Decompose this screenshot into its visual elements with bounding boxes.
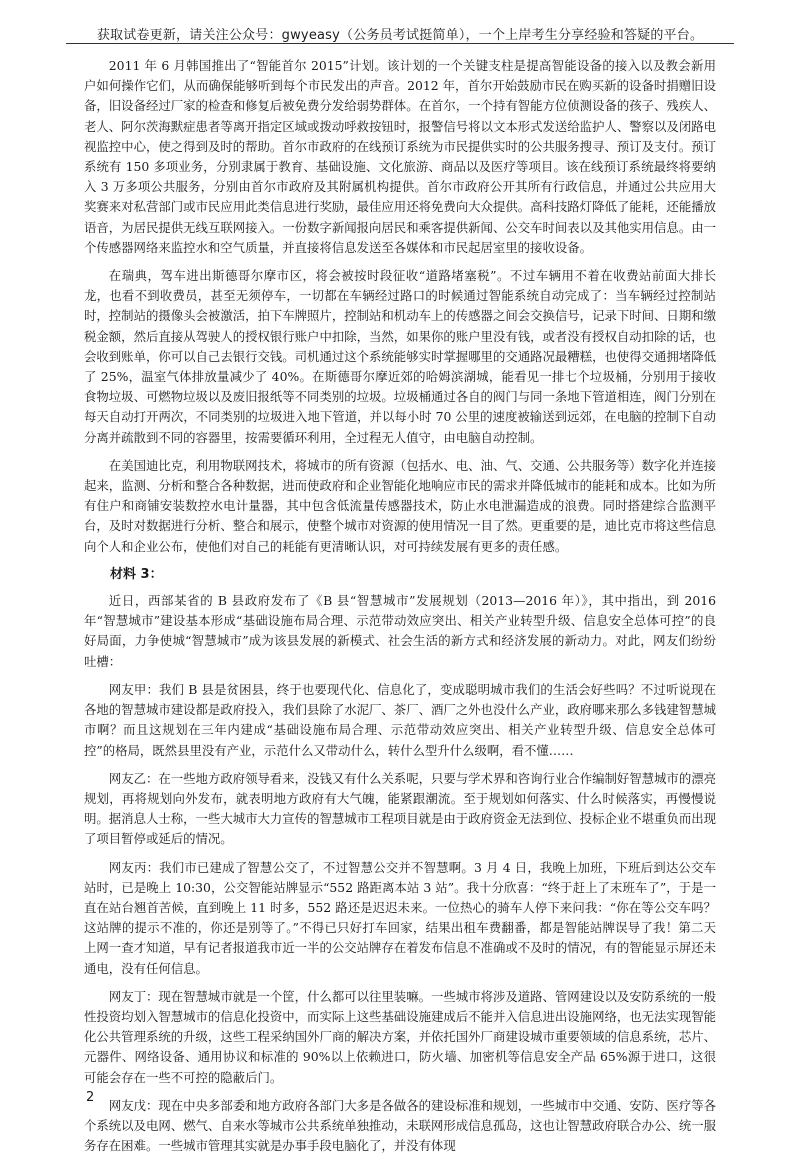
paragraph-netizen-a: 网友甲：我们 B 县是贫困县，终于也要现代化、信息化了，变成聪明城市我们的生活会好些吗？不过听说现在各地的智慧城市建设都是政府投入，我们县除了水泥厂、茶厂、酒厂之外也没什么产业，政府哪来那么多钱建智慧城市啊？而且这规划在三年内建成“基础设施布局合理、示范带动效应突出、相关产业转型升级、信息安全总体可控”的格局，既然县里没有产业，示范什么又带动什么，转什么型升什么级啊，看不懂…… [84, 681, 716, 758]
header-divider [66, 43, 734, 44]
paragraph-netizen-b: 网友乙：在一些地方政府领导看来，没钱又有什么关系呢，只要与学术界和咨询行业合作编制好智慧城市的漂亮规划，再将规划向外发布，就表明地方政府有大气魄，能紧跟潮流。至于规划如何落实、什么时候落实，再慢慢说明。据消息人士称，一些大城市大力宣传的智慧城市工程项目就是由于政府资金无法到位、投标企业不堪重负而出现了项目暂停或延后的情况。 [84, 770, 716, 847]
paragraph-seoul: 2011 年 6 月韩国推出了“智能首尔 2015”计划。该计划的一个关键支柱是提高智能设备的接入以及教会新用户如何操作它们，从而确保能够听到每个市民发出的声音。2012 年，首尔开始鼓励市民在购买新的设备时捐赠旧设备，旧设备经过厂家的检查和修复后被免费分发给弱势群体。在首尔，一个持有智能方位侦测设备的孩子、残疾人、老人、阿尔茨海默症患者等离开指定区域或拨动呼救按钮时，报警信号将以文本形式发送给监护人、警察以及闭路电视监控中心，使之得到及时的帮助。首尔市政府的在线预订系统为市民提供实时的公共服务搜寻、预订及支付。预订系统有 150 多项业务，分别隶属于教育、基础设施、文化旅游、商品以及医疗等项目。该在线预订系统最终将要纳入 3 万多项公共服务，分别由首尔市政府及其附属机构提供。首尔市政府公开其所有行政信息，并通过公共应用大奖赛来对私营部门或市民应用此类信息进行奖励，最佳应用还将免费向大众提供。高科技路灯降低了能耗，还能播放语音，为居民提供无线互联网接入。一份数字新闻报向居民和乘客提供新闻、公交车时间表以及其他实用信息。由一个传感器网络来监控水和空气质量，并直接将信息发送至各媒体和市民起居室里的接收设备。 [84, 58, 716, 255]
paragraph-netizen-c: 网友丙：我们市已建成了智慧公交了，不过智慧公交并不智慧啊。3 月 4 日，我晚上加班，下班后到达公交车站时，已是晚上 10:30，公交智能站牌显示“552 路距离本站 3 站”。我十分欣喜：“终于赶上了末班车了”，于是一直在站台翘首苦候，直到晚上 11 时多，552 路还是迟迟未来。一位热心的骑车人停下来问我：“你在等公交车吗？这站牌的提示不准的，你还是别等了。”不得已只好打车回家，结果出租车费翻番，都是智能站牌误导了我！第二天上网一查才知道，早有记者报道我市近一半的公交站牌存在着发布信息不准确或不及时的情况，有的智能显示屏还未通电，没有任何信息。 [84, 859, 716, 976]
paragraph-stockholm: 在瑞典，驾车进出斯德哥尔摩市区，将会被按时段征收“道路堵塞税”。不过车辆用不着在收费站前面大排长龙，也看不到收费员，甚至无须停车，一切都在车辆经过路口的时候通过智能系统自动完成了：当车辆经过控制站时，控制站的摄像头会被激活，拍下车牌照片，控制站和机动车上的传感器之间会交换信号，记录下时间、日期和缴税金额，然后直接从驾驶人的授权银行账户中扣除，当然，如果你的账户里没有钱，或者没有授权自动扣除的话，也会收到账单，你可以自己去银行交钱。司机通过这个系统能够实时掌握哪里的交通路况最糟糕，也使得交通拥堵降低了 25%，温室气体排放量减少了 40%。在斯德哥尔摩近郊的哈姆滨湖城，能看见一排七个垃圾桶，分别用于接收食物垃圾、可燃物垃圾以及废旧报纸等不同类别的垃圾。垃圾桶通过各自的阀门与同一条地下管道相连，阀门分别在每天自动打开两次，不同类别的垃圾进入地下管道，并以每小时 70 公里的速度被输送到远郊，在电脑的控制下自动分离并疏散到不同的容器里，按需要循环利用，全过程无人值守，由电脑自动控制。 [84, 268, 716, 445]
page-number: 2 [86, 1090, 95, 1105]
document-body [84, 56, 716, 1164]
paragraph-dubuque: 在美国迪比克，利用物联网技术，将城市的所有资源（包括水、电、油、气、交通、公共服务等）数字化并连接起来，监测、分析和整合各种数据，进而使政府和企业智能化地响应市民的需求并降低城市的能耗和成本。比如为所有住户和商铺安装数控水电计量器，其中包含低流量传感器技术，防止水电泄漏造成的浪费。同时搭建综合监测平台，及时对数据进行分析、整合和展示，使整个城市对资源的使用情况一目了然。更重要的是，迪比克市将这些信息向个人和企业公布，使他们对自己的耗能有更清晰认识，对可持续发展有更多的责任感。 [84, 457, 716, 554]
paragraph-netizen-d: 网友丁：现在智慧城市就是一个筐，什么都可以往里装嘛。一些城市将涉及道路、管网建设以及安防系统的一般性投资均划入智慧城市的信息化投资中，而实际上这些基础设施建成后不能并入信息进出设施网络，也无法实现智能化公共管理系统的升级，这些工程采纳国外厂商的解决方案，并依托国外厂商建设城市重要领域的信息系统，芯片、元器件、网络设备、通用协议和标准的 90%以上依赖进口，防火墙、加密机等信息安全产品 65%源于进口，这很可能会存在一些不可控的隐蔽后门。 [84, 988, 716, 1085]
paragraph-netizen-e: 网友戊：现在中央多部委和地方政府各部门大多是各做各的建设标准和规划，一些城市中交通、安防、医疗等各个系统以及电网、燃气、自来水等城市公共系统单独推动，未联网形成信息孤岛，这也让智慧政府联合办公、统一服务存在困难。一些城市管理其实就是办事手段电脑化了，并没有体现 [84, 1097, 716, 1154]
section-heading-material-3: 材料 3： [110, 566, 163, 582]
paragraph-b-county: 近日，西部某省的 B 县政府发布了《B 县“智慧城市”发展规划（2013—2016 年）》，其中指出，到 2016 年“智慧城市”建设基本形成“基础设施布局合理、示范带动效应突出、相关产业转型升级、信息安全总体可控”的良好局面，力争使城“智慧城市”成为该县发展的新模式、社会生活的新方式和经济发展的新动力。对此，网友们纷纷吐槽： [84, 593, 716, 669]
page-header: 获取试卷更新，请关注公众号：gwyeasy（公务员考试挺简单），一个上岸考生分享经验和答疑的平台。 [96, 28, 704, 43]
